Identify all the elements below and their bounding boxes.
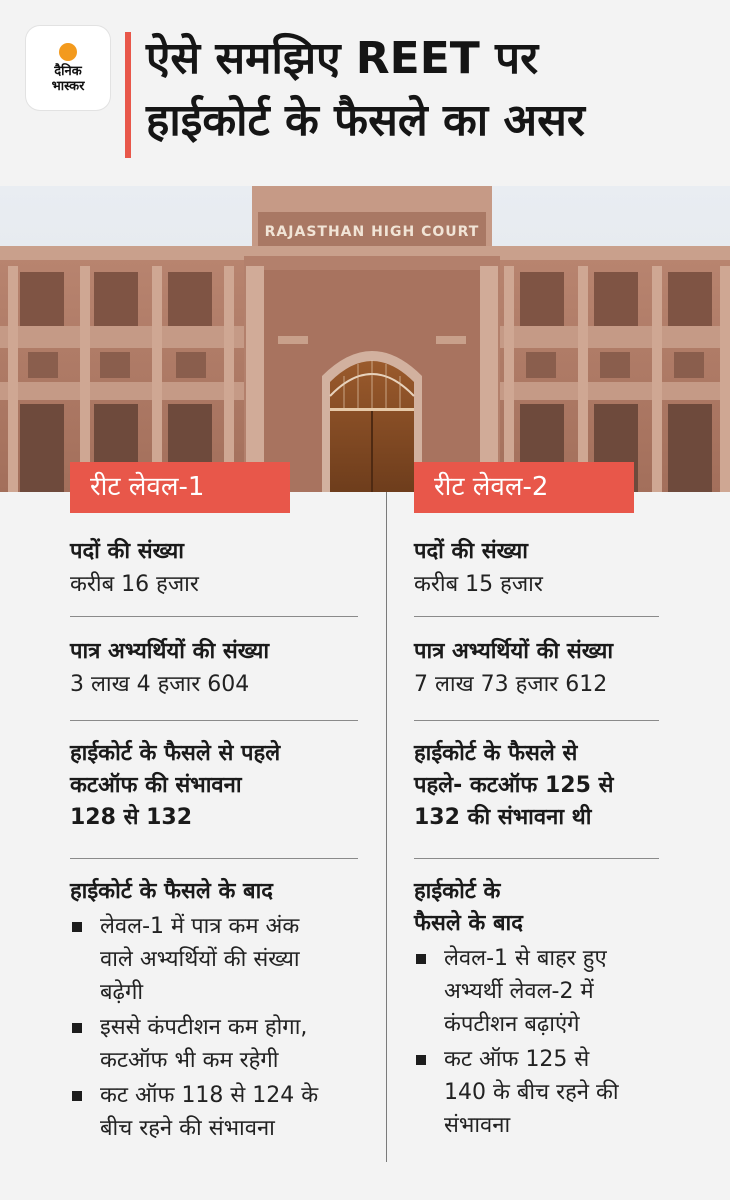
list-item-line: लेवल-1 में पात्र कम अंक	[100, 914, 300, 939]
bullet-square-icon	[416, 954, 426, 964]
level2-before-line2: पहले- कटऑफ 125 से	[414, 773, 614, 798]
level1-before-section	[70, 738, 360, 834]
header	[0, 0, 730, 186]
high-court-illustration	[0, 186, 730, 492]
list-item-line: अभ्यर्थी लेवल-2 में	[444, 979, 594, 1004]
level2-after-label-line1: हाईकोर्ट के	[414, 879, 501, 904]
level1-posts-label: पदों की संख्या	[70, 539, 184, 564]
level2-before-line3: 132 की संभावना थी	[414, 805, 592, 830]
level2-posts-value: करीब 15 हजार	[414, 572, 543, 597]
level1-divider-2	[70, 720, 358, 721]
page-title	[146, 28, 726, 152]
list-item-line: कंपटीशन बढ़ाएंगे	[444, 1012, 580, 1037]
level2-after-label-line2: फैसले के बाद	[414, 911, 523, 936]
level2-after-list	[414, 942, 660, 1142]
level1-after-list	[70, 910, 360, 1145]
bullet-square-icon	[72, 1023, 82, 1033]
level1-after-label: हाईकोर्ट के फैसले के बाद	[70, 879, 273, 904]
level1-eligible-label: पात्र अभ्यर्थियों की संख्या	[70, 639, 270, 664]
logo-text-line2: भास्कर	[51, 78, 85, 94]
logo-text-line1: दैनिक	[54, 63, 82, 79]
bullet-square-icon	[72, 922, 82, 932]
list-item-line: लेवल-1 से बाहर हुए	[444, 946, 607, 971]
level2-eligible-section	[414, 636, 660, 702]
bullet-square-icon	[72, 1091, 82, 1101]
dainik-bhaskar-logo	[26, 26, 110, 110]
level1-after-section	[70, 876, 360, 1147]
comparison-panel	[0, 472, 730, 1200]
list-item-line: बीच रहने की संभावना	[100, 1116, 275, 1141]
level1-before-line2: कटऑफ की संभावना	[70, 773, 242, 798]
level2-before-section	[414, 738, 660, 834]
level1-divider-3	[70, 858, 358, 859]
level2-before-line1: हाईकोर्ट के फैसले से	[414, 741, 578, 766]
list-item-line: कट ऑफ 125 से	[444, 1047, 590, 1072]
level2-divider-3	[414, 858, 659, 859]
level2-eligible-label: पात्र अभ्यर्थियों की संख्या	[414, 639, 614, 664]
list-item	[70, 1079, 360, 1145]
list-item-line: इससे कंपटीशन कम होगा,	[100, 1015, 308, 1040]
level2-divider-2	[414, 720, 659, 721]
list-item	[414, 1043, 660, 1142]
level2-tag: रीट लेवल-2	[414, 462, 634, 513]
list-item-line: कटऑफ भी कम रहेगी	[100, 1048, 279, 1073]
title-line1: ऐसे समझिए REET पर	[146, 33, 539, 84]
level2-divider-1	[414, 616, 659, 617]
level2-eligible-value: 7 लाख 73 हजार 612	[414, 672, 608, 697]
level1-divider-1	[70, 616, 358, 617]
level1-before-line3: 128 से 132	[70, 805, 193, 830]
bullet-square-icon	[416, 1055, 426, 1065]
level2-after-section	[414, 876, 660, 1144]
level1-eligible-section	[70, 636, 360, 702]
level2-posts-section	[414, 536, 660, 602]
list-item-line: 140 के बीच रहने की	[444, 1080, 619, 1105]
list-item-line: कट ऑफ 118 से 124 के	[100, 1083, 319, 1108]
list-item	[414, 942, 660, 1041]
list-item	[70, 1011, 360, 1077]
level1-posts-section	[70, 536, 360, 602]
level1-tag: रीट लेवल-1	[70, 462, 290, 513]
list-item-line: वाले अभ्यर्थियों की संख्या	[100, 947, 300, 972]
level2-posts-label: पदों की संख्या	[414, 539, 528, 564]
level1-eligible-value: 3 लाख 4 हजार 604	[70, 672, 250, 697]
court-sign-text: RAJASTHAN HIGH COURT	[264, 224, 480, 240]
list-item-line: संभावना	[444, 1113, 511, 1138]
title-line2: हाईकोर्ट के फैसले का असर	[146, 95, 585, 146]
title-accent-bar	[125, 32, 131, 158]
column-divider	[386, 492, 387, 1162]
sun-icon	[59, 43, 77, 61]
level1-before-line1: हाईकोर्ट के फैसले से पहले	[70, 741, 281, 766]
high-court-photo	[0, 186, 730, 492]
list-item-line: बढ़ेगी	[100, 980, 144, 1005]
level1-posts-value: करीब 16 हजार	[70, 572, 199, 597]
list-item	[70, 910, 360, 1009]
